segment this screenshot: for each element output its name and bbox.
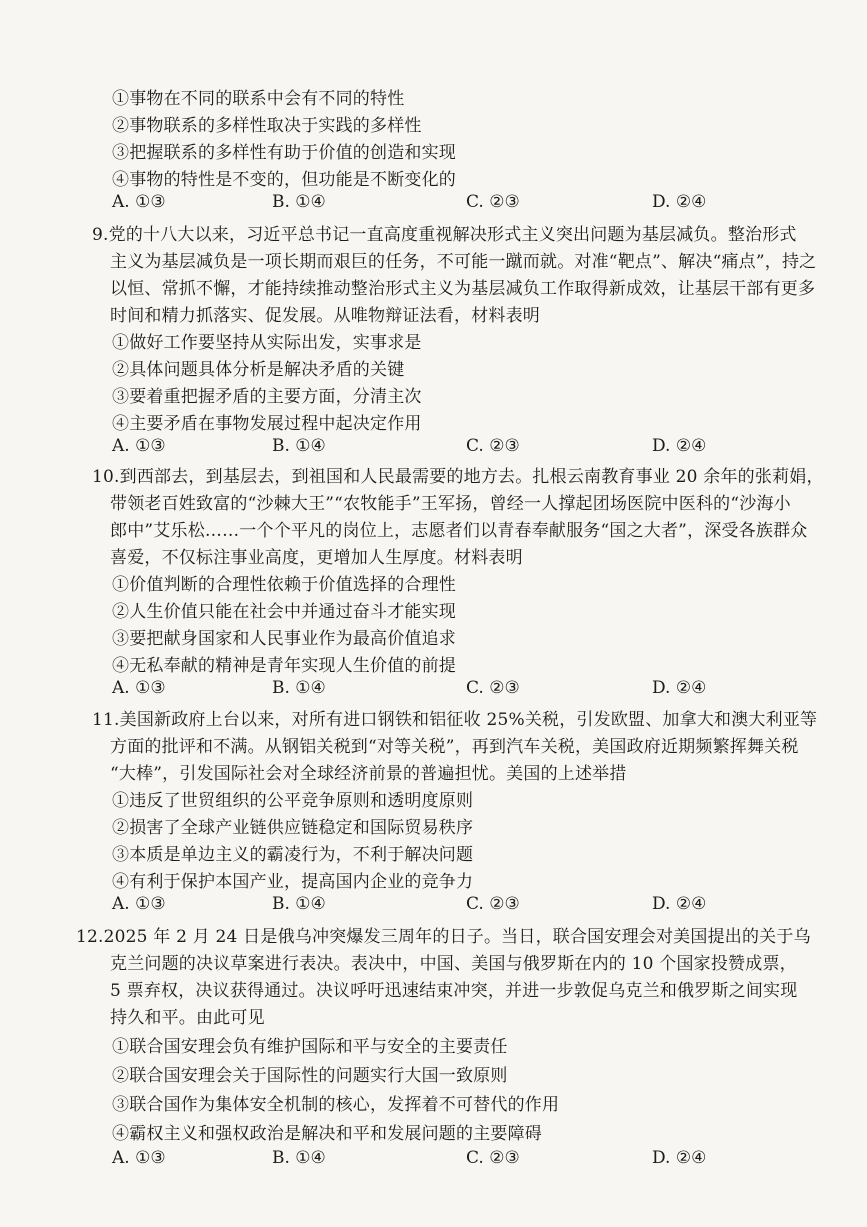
- q8-option-2: ②事物联系的多样性取决于实践的多样性: [112, 116, 422, 136]
- q10-option-3: ③要把献身国家和人民事业作为最高价值追求: [112, 629, 456, 649]
- q11-stem-line-1: 11.美国新政府上台以来，对所有进口钢铁和铝征收 25%关税，引发欧盟、加拿大和澳大利亚等: [92, 710, 818, 730]
- q12-choices: [0, 1148, 867, 1172]
- q12-choice-a[interactable]: A. ①③: [112, 1148, 166, 1168]
- q8-choice-a[interactable]: A. ①③: [112, 192, 166, 212]
- q10-stem-line-3: 郎中”艾乐松……一个个平凡的岗位上，志愿者们以青春奉献服务“国之大者”，深受各族群众: [110, 521, 808, 541]
- q12-option-2: ②联合国安理会关于国际性的问题实行大国一致原则: [112, 1066, 508, 1086]
- q8-choice-c[interactable]: C. ②③: [466, 192, 520, 212]
- q11-option-4: ④有利于保护本国产业，提高国内企业的竞争力: [112, 872, 474, 892]
- q9-choice-d[interactable]: D. ②④: [652, 436, 707, 456]
- q12-choice-b[interactable]: B. ①④: [272, 1148, 326, 1168]
- q10-choice-b[interactable]: B. ①④: [272, 678, 326, 698]
- q8-option-4: ④事物的特性是不变的，但功能是不断变化的: [112, 170, 456, 190]
- q8-choice-b[interactable]: B. ①④: [272, 192, 326, 212]
- q10-choice-c[interactable]: C. ②③: [466, 678, 520, 698]
- q12-choice-c[interactable]: C. ②③: [466, 1148, 520, 1168]
- q9-choices: [0, 436, 867, 460]
- q10-choice-a[interactable]: A. ①③: [112, 678, 166, 698]
- q12-stem-line-3: 5 票弃权，决议获得通过。决议呼吁迅速结束冲突，并进一步敦促乌克兰和俄罗斯之间实现: [110, 981, 798, 1001]
- q11-choice-c[interactable]: C. ②③: [466, 894, 520, 914]
- q9-stem-line-2: 主义为基层减负是一项长期而艰巨的任务，不可能一蹴而就。对准“靶点”、解决“痛点”，持之: [110, 252, 817, 272]
- q10-option-4: ④无私奉献的精神是青年实现人生价值的前提: [112, 656, 456, 676]
- q11-choices: [0, 894, 867, 918]
- q9-option-1: ①做好工作要坚持从实际出发，实事求是: [112, 333, 422, 353]
- q10-stem-line-2: 带领老百姓致富的“沙棘大王”“农牧能手”王军扬，曾经一人撑起团场医院中医科的“沙海小: [110, 494, 791, 514]
- q11-option-1: ①违反了世贸组织的公平竞争原则和透明度原则: [112, 791, 474, 811]
- q8-option-3: ③把握联系的多样性有助于价值的创造和实现: [112, 143, 456, 163]
- q11-choice-d[interactable]: D. ②④: [652, 894, 707, 914]
- q10-choices: [0, 678, 867, 702]
- q9-choice-a[interactable]: A. ①③: [112, 436, 166, 456]
- q12-option-4: ④霸权主义和强权政治是解决和平和发展问题的主要障碍: [112, 1124, 542, 1144]
- q10-stem-line-4: 喜爱，不仅标注事业高度，更增加人生厚度。材料表明: [110, 548, 523, 568]
- q9-stem-line-4: 时间和精力抓落实、促发展。从唯物辩证法看，材料表明: [110, 306, 540, 326]
- q10-option-2: ②人生价值只能在社会中并通过奋斗才能实现: [112, 602, 456, 622]
- q9-choice-b[interactable]: B. ①④: [272, 436, 326, 456]
- q9-stem-line-1: 9.党的十八大以来，习近平总书记一直高度重视解决形式主义突出问题为基层减负。整治形式: [92, 225, 797, 245]
- q10-choice-d[interactable]: D. ②④: [652, 678, 707, 698]
- q12-option-1: ①联合国安理会负有维护国际和平与安全的主要责任: [112, 1037, 508, 1057]
- q11-option-3: ③本质是单边主义的霸凌行为，不利于解决问题: [112, 845, 474, 865]
- q12-choice-d[interactable]: D. ②④: [652, 1148, 707, 1168]
- q12-stem-line-4: 持久和平。由此可见: [110, 1008, 265, 1028]
- q12-stem-line-1: 12.2025 年 2 月 24 日是俄乌冲突爆发三周年的日子。当日，联合国安理会对美国提出的关于乌: [76, 927, 811, 947]
- q9-option-2: ②具体问题具体分析是解决矛盾的关键: [112, 360, 405, 380]
- q9-stem-line-3: 以恒、常抓不懈，才能持续推动整治形式主义为基层减负工作取得新成效，让基层干部有更多: [110, 279, 816, 299]
- q9-choice-c[interactable]: C. ②③: [466, 436, 520, 456]
- q11-stem-line-2: 方面的批评和不满。从钢铝关税到“对等关税”，再到汽车关税，美国政府近期频繁挥舞关税: [110, 737, 799, 757]
- q8-choice-d[interactable]: D. ②④: [652, 192, 707, 212]
- q11-stem-line-3: “大棒”，引发国际社会对全球经济前景的普遍担忧。美国的上述举措: [110, 764, 627, 784]
- q9-option-3: ③要着重把握矛盾的主要方面，分清主次: [112, 387, 422, 407]
- q11-choice-a[interactable]: A. ①③: [112, 894, 166, 914]
- q9-option-4: ④主要矛盾在事物发展过程中起决定作用: [112, 414, 422, 434]
- q12-stem-line-2: 克兰问题的决议草案进行表决。表决中，中国、美国与俄罗斯在内的 10 个国家投赞成票，: [110, 954, 797, 974]
- q10-stem-line-1: 10.到西部去，到基层去，到祖国和人民最需要的地方去。扎根云南教育事业 20 余年的张莉娟，: [92, 467, 824, 487]
- q8-choices: [0, 192, 867, 216]
- q10-option-1: ①价值判断的合理性依赖于价值选择的合理性: [112, 575, 456, 595]
- q12-option-3: ③联合国作为集体安全机制的核心，发挥着不可替代的作用: [112, 1095, 560, 1115]
- q11-choice-b[interactable]: B. ①④: [272, 894, 326, 914]
- q8-option-1: ①事物在不同的联系中会有不同的特性: [112, 89, 405, 109]
- q11-option-2: ②损害了全球产业链供应链稳定和国际贸易秩序: [112, 818, 474, 838]
